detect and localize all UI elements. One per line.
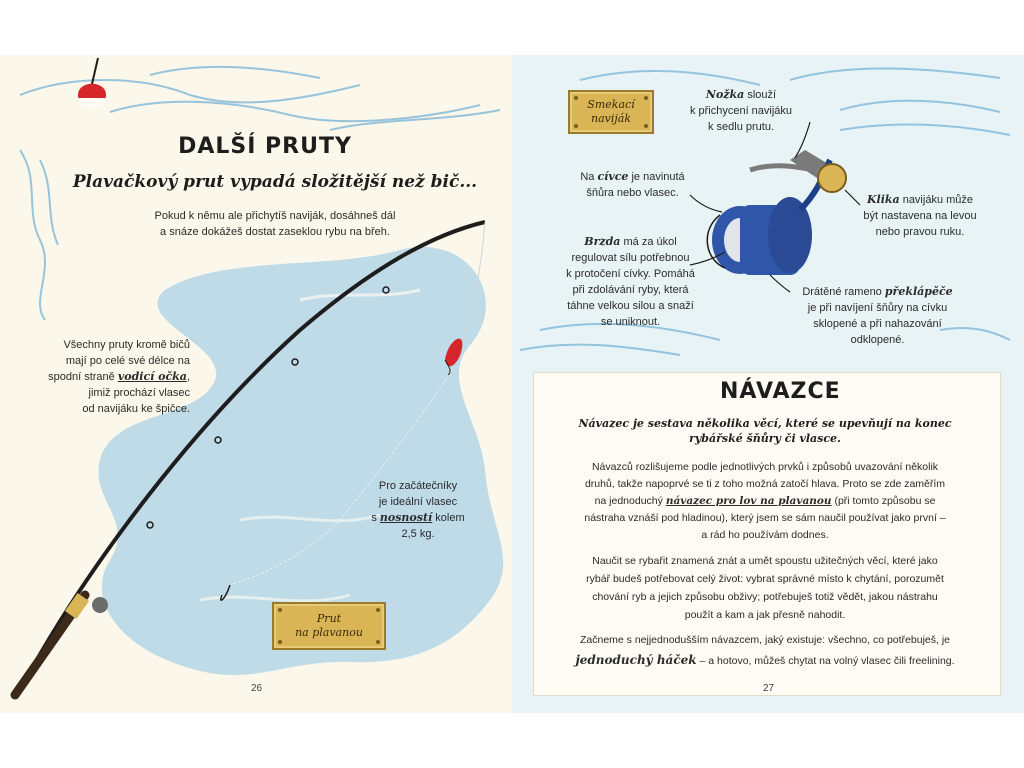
term-preklapec: překlápěče [884, 285, 953, 298]
nozka-text: Nožka slouží k přichycení navijáku k sedlu prutu. [689, 88, 793, 133]
rings-text [20, 337, 190, 417]
rings-line-5: od navijáku ke špičce. [82, 403, 190, 415]
navazce-title: NÁVAZCE [720, 379, 841, 404]
navazce-paragraph-3: Začneme s nejjednodušším návazcem, jaký existuje: všechno, co potřebuješ, je jednoduchý háček – a hotovo, můžeš chytat na volný vlasec čili freelining. [575, 634, 955, 667]
rings-line-4: jimiž prochází vlasec [88, 387, 190, 399]
term-nosnost: nosností [379, 511, 433, 524]
intro-line-2: a snáze dokážeš dostat zaseklou rybu na břeh. [160, 226, 390, 238]
left-page-title: DALŠÍ PRUTY [178, 134, 352, 159]
civka-text: Na cívce je navinutá šňůra nebo vlasec. [580, 170, 685, 199]
term-navazec-plavana: návazec pro lov na plavanou [665, 495, 832, 507]
klika-text: Klika navijáku může být nastavena na levou nebo pravou ruku. [863, 193, 977, 238]
intro-line-1: Pokud k němu ale přichytíš naviják, dosáhneš dál [154, 210, 396, 222]
term-vodici-ocka: vodicí očka [117, 370, 187, 383]
term-brzda: Brzda [584, 235, 621, 248]
navazce-paragraph-2: Naučit se rybařit znamená znát a umět spoustu užitečných věcí, které jako rybář budeš potřebovat celý život: vybrat správné místo k chytání, porozumět chování ryb a jejich způsobu obživy; potřebuješ totiž vědět, jakou nástrahu použít a kam a jak přesně nahodit. [586, 555, 944, 621]
reel-plaque-line-2: naviják [590, 112, 631, 125]
rings-line-3: spodní straně vodicí očka, [48, 370, 190, 383]
rod-plaque-line-1: Prut [316, 612, 342, 625]
left-page-subtitle: Plavačkový prut vypadá složitější než bič... [72, 172, 478, 192]
rings-line-2: mají po celé své délce na [65, 355, 190, 367]
rod-label-plaque [272, 602, 386, 650]
beginner-line-2: je ideální vlasec [378, 496, 458, 508]
float-top-left [78, 58, 106, 109]
intro-text [120, 208, 430, 240]
preklapec-text: Drátěné rameno překlápěče je při navíjení šňůry na cívku sklopené a při nahazování odklopené. [802, 285, 953, 346]
beginner-line-3: s nosností kolem [371, 511, 465, 524]
term-klika: Klika [866, 193, 900, 206]
term-civka: cívce [597, 170, 629, 183]
navazce-paragraph-1: Návazců rozlišujeme podle jednotlivých prvků i způsobů uvazování několik druhů, takže napoprvé se ti z toho možná zatočí hlava. Proto se zde zaměřím na jednoduchý návazec pro lov na plavanou (při tomto způsobu se nástraha vznáší pod hladinou), který jsem se sám naučil používat jako první – a rád ho používám dodnes. [584, 461, 946, 541]
beginner-line-4: 2,5 kg. [401, 528, 435, 540]
page-number-left: 26 [251, 683, 263, 694]
navazce-lead: Návazec je sestava několika věcí, které se upevňují na konec rybářské šňůry či vlasce. [578, 417, 952, 445]
page-number-right: 27 [763, 683, 775, 694]
term-nozka: Nožka [705, 88, 745, 101]
beginner-text [358, 478, 478, 542]
reel-label-plaque [568, 90, 654, 134]
term-jednoduchy-hacek: jednoduchý háček [575, 653, 697, 667]
brzda-text: Brzda má za úkol regulovat sílu potřebnou k protočení cívky. Pomáhá při zdolávání ryby, která táhne velkou silou a snaží se uniknout. [566, 235, 695, 328]
reel-plaque-line-1: Smekací [587, 98, 635, 111]
beginner-line-1: Pro začátečníky [378, 480, 458, 492]
rings-line-1: Všechny pruty kromě bičů [63, 339, 190, 351]
spinning-reel-illustration [690, 122, 860, 292]
rod-plaque-line-2: na plavanou [295, 626, 363, 639]
